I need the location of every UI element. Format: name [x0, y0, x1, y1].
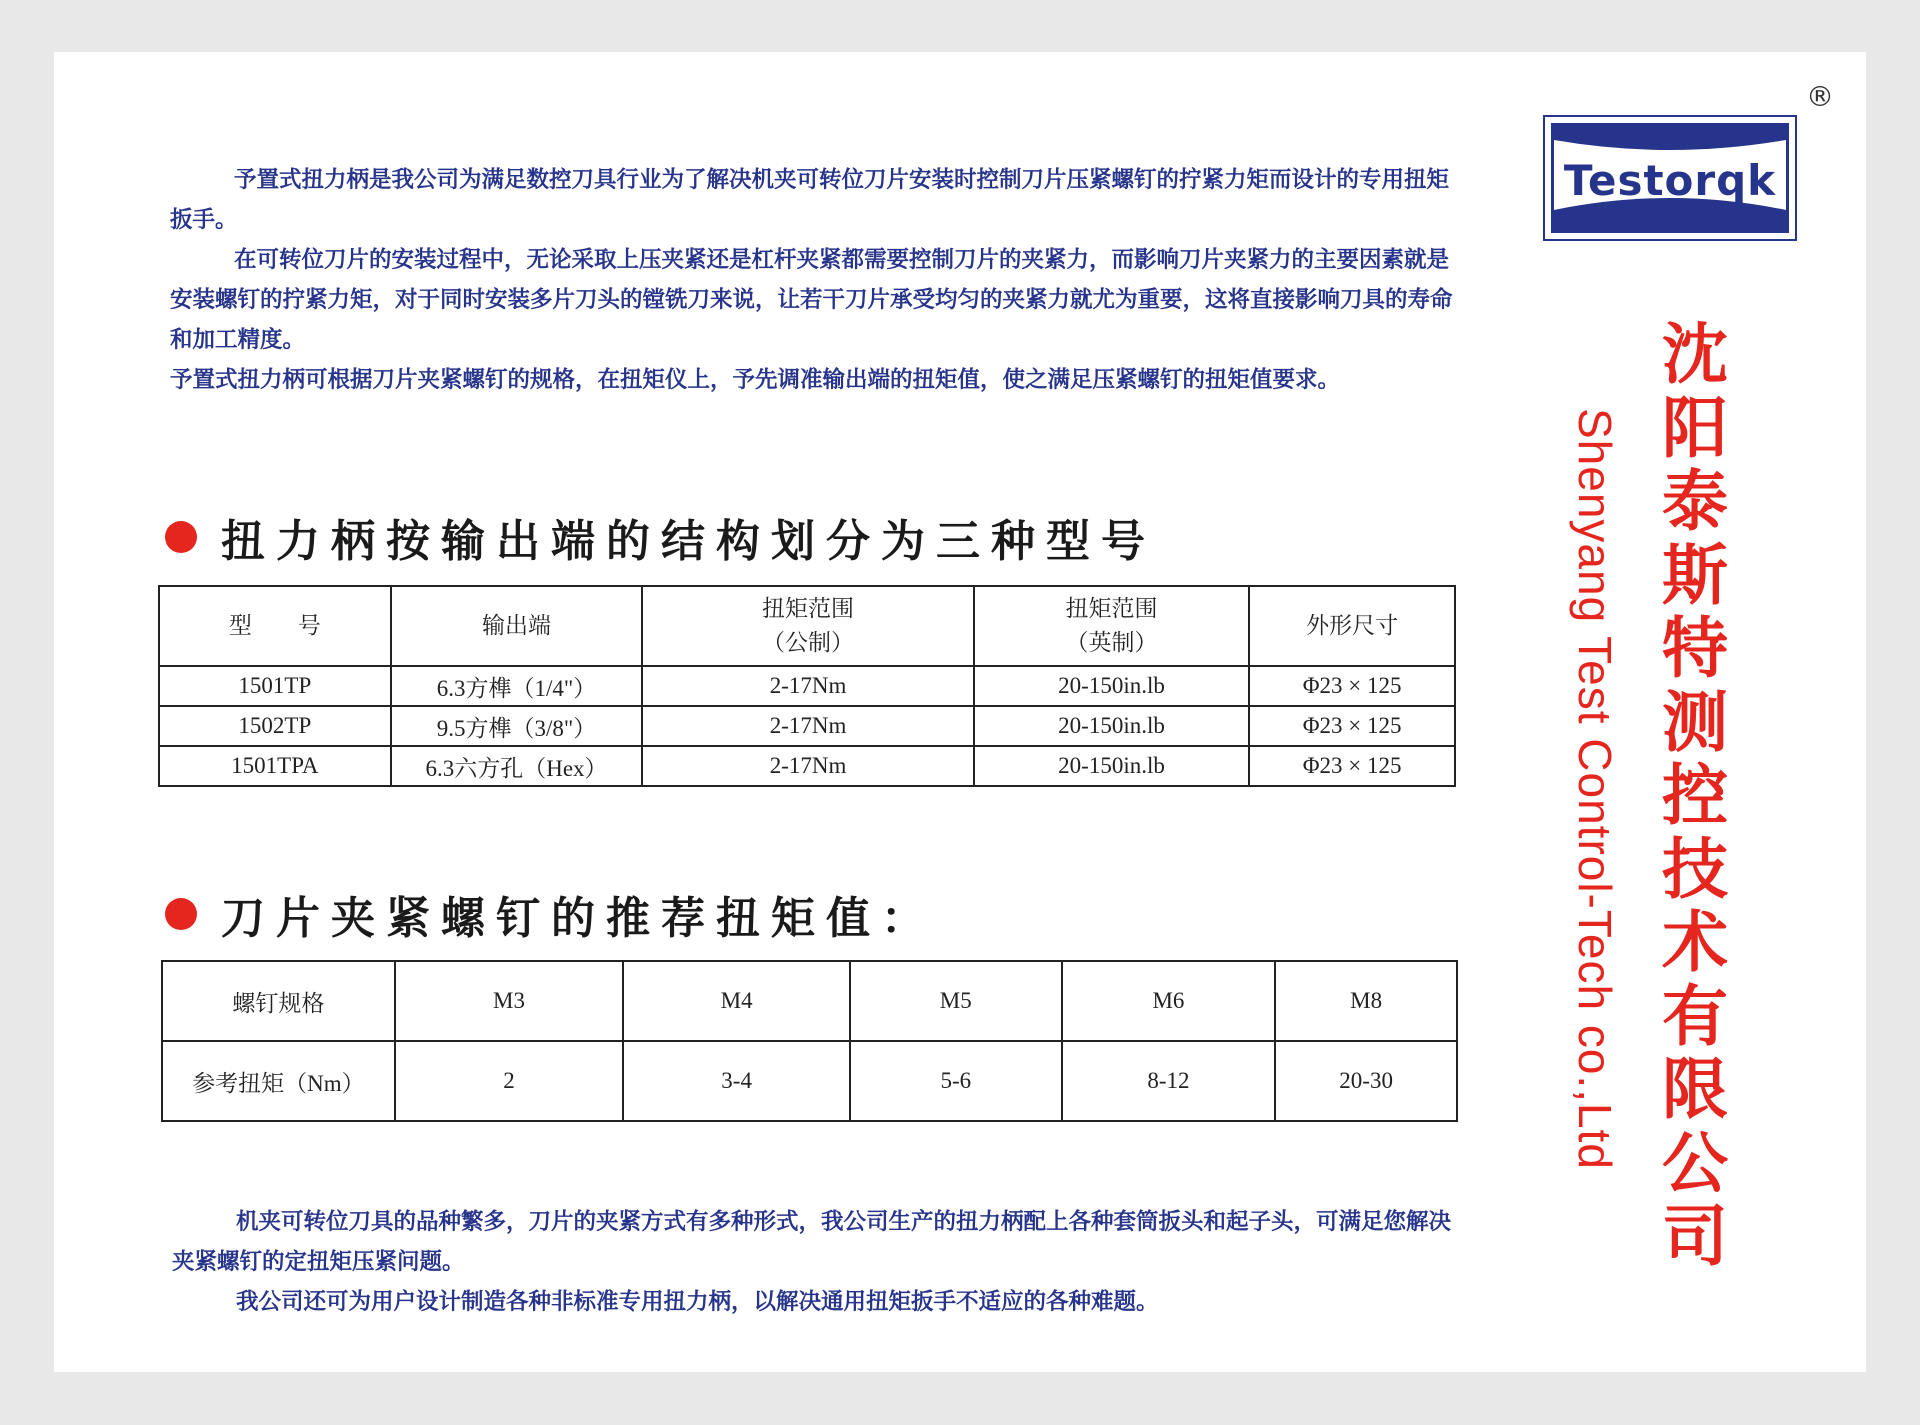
cell-torque: 5-6: [850, 1041, 1062, 1121]
cell-torque: 2: [395, 1041, 624, 1121]
company-name-char: 沈: [1662, 316, 1728, 393]
cell-spec: M6: [1062, 961, 1276, 1041]
cell-imperial: 20-150in.lb: [974, 746, 1250, 786]
closing-text: [172, 1202, 1472, 1322]
cell-metric: 2-17Nm: [642, 706, 973, 746]
screw-torque-table: [161, 960, 1458, 1122]
header-model: 型 号: [159, 586, 391, 666]
cell-size: Φ23 × 125: [1249, 666, 1455, 706]
cell-model: 1501TP: [159, 666, 391, 706]
intro-paragraph-2: 在可转位刀片的安装过程中，无论采取上压夹紧还是杠杆夹紧都需要控制刀片的夹紧力，而影响刀片夹紧力的主要因素就是安装螺钉的拧紧力矩，对于同时安装多片刀头的镗铣刀来说，让若干刀片承受均匀的夹紧力就尤为重要，这将直接影响刀具的寿命和加工精度。: [170, 247, 1453, 353]
section-models-title: 扭力柄按输出端的结构划分为三种型号: [221, 516, 1156, 567]
company-name-cn: [1655, 318, 1735, 1274]
company-name-char: 斯: [1662, 536, 1728, 614]
company-name-char: 术: [1662, 904, 1728, 981]
table-row-spec: [162, 961, 1457, 1041]
cell-spec: M8: [1275, 961, 1457, 1041]
cell-output: 9.5方榫（3/8"）: [391, 706, 643, 746]
table-row: [159, 746, 1455, 786]
header-output: 输出端: [391, 586, 643, 666]
company-name-char: 限: [1662, 1051, 1728, 1128]
intro-paragraph-3: 予置式扭力柄可根据刀片夹紧螺钉的规格，在扭矩仪上，予先调准输出端的扭矩值，使之满足压紧螺钉的扭矩值要求。: [170, 367, 1341, 393]
cell-spec: M3: [395, 961, 624, 1041]
cell-metric: 2-17Nm: [642, 666, 973, 706]
red-bullet-icon: [165, 521, 197, 553]
company-name-char: 有: [1662, 977, 1728, 1055]
header-metric-line2: （公制）: [762, 630, 855, 655]
cell-model: 1502TP: [159, 706, 391, 746]
logo-text: Testorqk: [1563, 156, 1777, 205]
cell-imperial: 20-150in.lb: [974, 706, 1250, 746]
section-models-heading: [165, 505, 1156, 569]
company-name-char: 技: [1662, 830, 1728, 908]
table-row: [159, 706, 1455, 746]
cell-torque: 20-30: [1275, 1041, 1457, 1121]
intro-paragraph-1: 予置式扭力柄是我公司为满足数控刀具行业为了解决机夹可转位刀片安装时控制刀片压紧螺钉的拧紧力矩而设计的专用扭矩扳手。: [170, 167, 1450, 233]
company-name-char: 司: [1662, 1198, 1728, 1275]
cell-metric: 2-17Nm: [642, 746, 973, 786]
company-name-char: 阳: [1662, 389, 1728, 467]
header-size: 外形尺寸: [1249, 586, 1455, 666]
closing-paragraph-2: 我公司还可为用户设计制造各种非标准专用扭力柄，以解决通用扭矩扳手不适应的各种难题。: [236, 1289, 1159, 1315]
table-row-torque: [162, 1041, 1457, 1121]
company-name-char: 公: [1662, 1124, 1728, 1202]
company-name-char: 特: [1662, 610, 1728, 687]
cell-model: 1501TPA: [159, 746, 391, 786]
cell-imperial: 20-150in.lb: [974, 666, 1250, 706]
section-torque-heading: [165, 882, 936, 946]
cell-spec: M5: [850, 961, 1062, 1041]
cell-output: 6.3方榫（1/4"）: [391, 666, 643, 706]
registered-mark: ®: [1806, 80, 1834, 113]
section-torque-title: 刀片夹紧螺钉的推荐扭矩值：: [221, 893, 936, 944]
row-label-torque: 参考扭矩（Nm）: [162, 1041, 395, 1121]
company-name-char: 控: [1662, 757, 1728, 834]
cell-size: Φ23 × 125: [1249, 746, 1455, 786]
intro-text: [170, 160, 1460, 400]
cell-size: Φ23 × 125: [1249, 706, 1455, 746]
logo-inner-frame: [1551, 123, 1789, 233]
cell-spec: M4: [623, 961, 850, 1041]
header-metric-line1: 扭矩范围: [762, 596, 855, 621]
cell-torque: 3-4: [623, 1041, 850, 1121]
cell-torque: 8-12: [1062, 1041, 1276, 1121]
company-name-char: 测: [1662, 683, 1728, 761]
header-imperial-range: [974, 586, 1250, 666]
table-header-row: [159, 586, 1455, 666]
row-label-spec: 螺钉规格: [162, 961, 395, 1041]
cell-output: 6.3六方孔（Hex）: [391, 746, 643, 786]
testorqk-logo: [1543, 115, 1797, 241]
table-row: [159, 666, 1455, 706]
header-imperial-line1: 扭矩范围: [1065, 596, 1158, 621]
company-name-en: Shenyang Test Control-Tech co.,Ltd: [1569, 408, 1621, 1170]
header-imperial-line2: （英制）: [1065, 630, 1158, 655]
closing-paragraph-1: 机夹可转位刀具的品种繁多，刀片的夹紧方式有多种形式，我公司生产的扭力柄配上各种套筒扳头和起子头，可满足您解决夹紧螺钉的定扭矩压紧问题。: [172, 1209, 1452, 1275]
logo-frame: [1543, 115, 1797, 241]
company-name-char: 泰: [1662, 463, 1728, 540]
model-spec-table: [158, 585, 1456, 787]
red-bullet-icon: [165, 898, 197, 930]
header-metric-range: [642, 586, 973, 666]
